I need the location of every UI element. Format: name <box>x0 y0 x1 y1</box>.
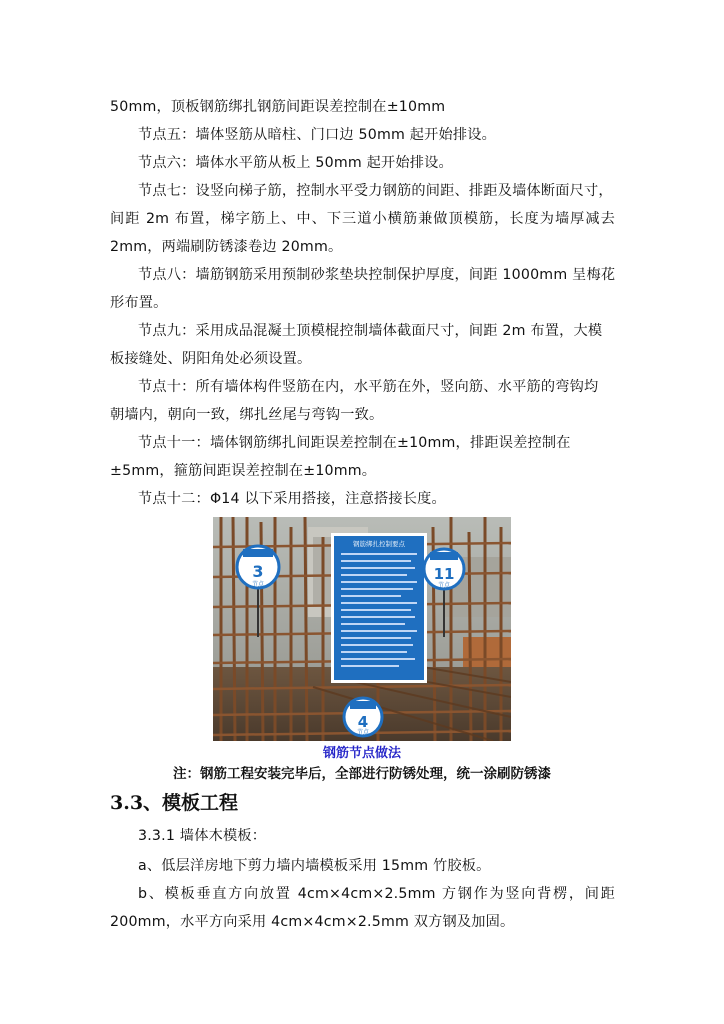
node-6-paragraph: 节点六：墙体水平筋从板上 50mm 起开始排设。 <box>138 155 453 171</box>
badge-3-number: 3 <box>252 562 264 581</box>
node-badge-4 <box>344 698 382 736</box>
node-9-line-1: 节点九：采用成品混凝土顶模棍控制墙体截面尺寸，间距 2m 布置，大模 <box>138 323 603 339</box>
section-heading: 3.3、模板工程 <box>110 792 239 814</box>
subsection-title: 3.3.1 墙体木模板： <box>138 828 267 844</box>
node-10-line-2: 朝墙内，朝向一致，绑扎丝尾与弯钩一致。 <box>110 407 384 423</box>
node-8-line-1: 节点八：墙筋钢筋采用预制砂浆垫块控制保护厚度，间距 1000mm 呈梅花 <box>138 267 616 283</box>
node-10-line-1: 节点十：所有墙体构件竖筋在内，水平筋在外，竖向筋、水平筋的弯钩均 <box>138 379 599 395</box>
node-7-line-2: 间距 2m 布置，梯字筋上、中、下三道小横筋兼做顶模筋，长度为墙厚减去 <box>110 211 615 227</box>
badge-11-number: 11 <box>433 565 455 583</box>
node-11-line-1: 节点十一：墙体钢筋绑扎间距误差控制在±10mm，排距误差控制在 <box>138 435 571 451</box>
node-8-line-2: 形布置。 <box>110 295 168 311</box>
node-7-line-3: 2mm，两端刷防锈漆卷边 20mm。 <box>110 239 343 255</box>
badge-3-label: 节点 <box>251 581 265 588</box>
item-a: a、低层洋房地下剪力墙内墙模板采用 15mm 竹胶板。 <box>138 858 491 874</box>
sign-title: 钢筋绑扎控制要点 <box>353 540 405 548</box>
paragraph-line: 50mm，顶板钢筋绑扎钢筋间距误差控制在±10mm <box>110 99 446 115</box>
badge-4-label: 节点 <box>356 729 370 736</box>
rebar-node-photo <box>213 517 511 741</box>
node-5-paragraph: 节点五：墙体竖筋从暗柱、门口边 50mm 起开始排设。 <box>138 127 497 143</box>
badge-4-number: 4 <box>357 713 369 731</box>
node-12-paragraph: 节点十二：Φ14 以下采用搭接，注意搭接长度。 <box>138 491 446 507</box>
figure-caption: 钢筋节点做法 <box>322 746 401 761</box>
item-b-line-2: 200mm，水平方向采用 4cm×4cm×2.5mm 双方钢及加固。 <box>110 914 515 930</box>
figure-note: 注：钢筋工程安装完毕后，全部进行防锈处理，统一涂刷防锈漆 <box>173 766 551 782</box>
item-b-line-1: b、模板垂直方向放置 4cm×4cm×2.5mm 方钢作为竖向背楞，间距 <box>138 886 615 902</box>
node-11-line-2: ±5mm，箍筋间距误差控制在±10mm。 <box>110 463 377 479</box>
badge-11-label: 节点 <box>437 582 451 589</box>
node-7-line-1: 节点七：设竖向梯子筋，控制水平受力钢筋的间距、排距及墙体断面尺寸， <box>138 183 613 199</box>
node-9-line-2: 板接缝处、阴阳角处必须设置。 <box>110 351 312 367</box>
